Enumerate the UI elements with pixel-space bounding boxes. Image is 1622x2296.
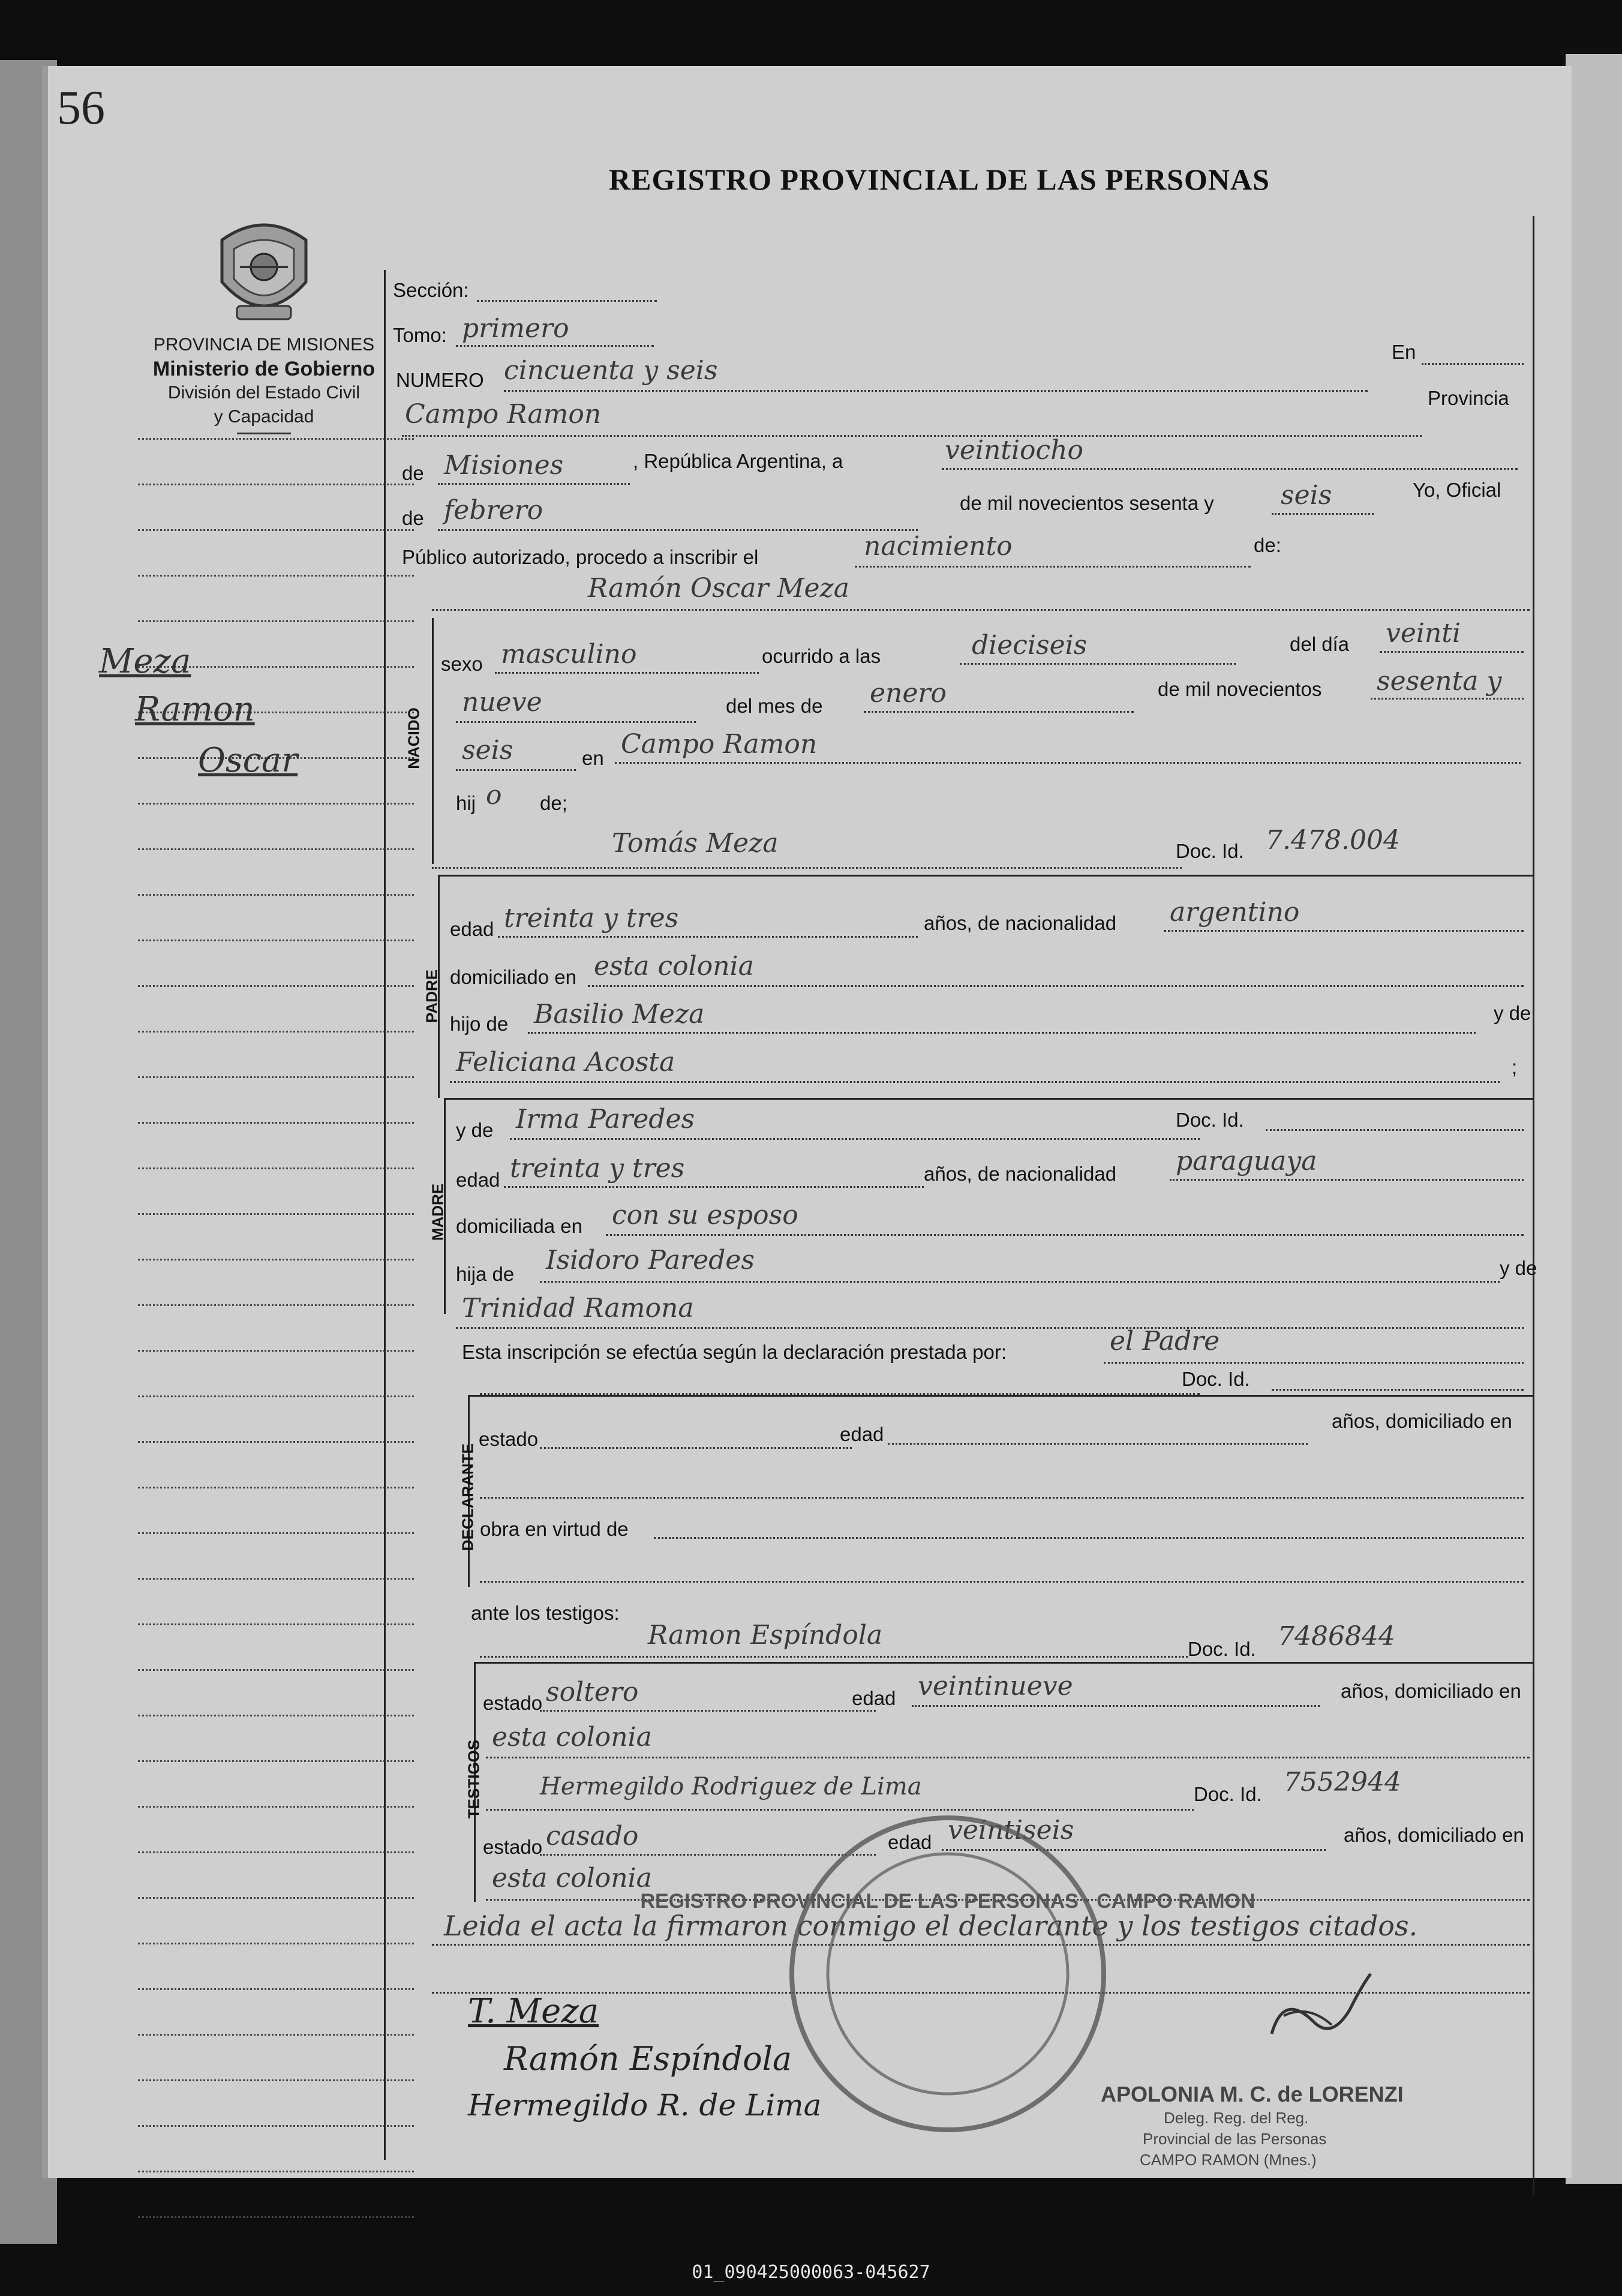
testigo2-dom-value: esta colonia <box>492 1863 652 1893</box>
margin-first-name: Ramon <box>135 690 255 729</box>
madre-father-value: Isidoro Paredes <box>546 1245 755 1275</box>
declarante-doc-label: Doc. Id. <box>1182 1368 1250 1390</box>
publico-label: Público autorizado, procedo a inscribir el <box>402 546 759 568</box>
declarante-obra-label: obra en virtud de <box>480 1518 629 1540</box>
nacido-section-label: NACIDO <box>404 707 423 769</box>
de-label: de <box>402 462 424 484</box>
ocurrido-label: ocurrido a las <box>762 645 881 667</box>
madre-top-rule <box>444 1098 1533 1100</box>
hij-label: hij <box>456 792 476 814</box>
testigo1-doc-label: Doc. Id. <box>1188 1638 1256 1660</box>
declarante-section-label: DECLARANTE <box>458 1443 477 1551</box>
anio-value: sesenta y <box>1377 666 1502 697</box>
padre-dom-field <box>588 985 1524 987</box>
madre-edad-value: treinta y tres <box>510 1153 685 1184</box>
issuer-ministry: Ministerio de Gobierno <box>152 358 376 380</box>
dia-value: veinti <box>1386 618 1461 649</box>
madre-y-de-label-2: y de <box>1500 1257 1537 1279</box>
margin-line <box>138 848 414 850</box>
padre-nac-field <box>1164 930 1524 932</box>
numero-label: NUMERO <box>396 369 484 391</box>
margin-line <box>138 1760 414 1762</box>
padre-dom-label: domiciliado en <box>450 966 576 988</box>
officer-stamp-title: Deleg. Reg. del Reg. <box>1164 2109 1309 2127</box>
margin-line <box>138 1304 414 1306</box>
lugar-value: Campo Ramon <box>621 729 818 760</box>
padre-y-de-label: y de <box>1494 1002 1531 1024</box>
testigo2-name: Hermegildo Rodriguez de Lima <box>540 1773 922 1800</box>
madre-nac-field <box>1170 1179 1524 1181</box>
day-value: veintiocho <box>945 435 1084 466</box>
nacido-name: Ramón Oscar Meza <box>588 573 849 604</box>
de-colon-label: de: <box>1254 534 1281 556</box>
margin-line <box>138 1806 414 1808</box>
margin-line <box>138 620 414 622</box>
month-field <box>438 529 918 531</box>
madre-dom-label: domiciliada en <box>456 1215 582 1237</box>
closing-text: Leida el acta la firmaron conmigo el declarante y los testigos citados. <box>444 1910 1418 1942</box>
madre-section-label: MADRE <box>428 1183 447 1241</box>
margin-line <box>138 438 414 440</box>
margin-line <box>138 1487 414 1488</box>
margin-line <box>138 1350 414 1352</box>
officer-signature-icon <box>1260 1968 1380 2052</box>
month-value: febrero <box>444 495 543 526</box>
tomo-value: primero <box>462 313 569 344</box>
margin-surname: Meza <box>99 642 191 681</box>
anio-value-cont: seis <box>462 735 513 766</box>
nacido-name-field <box>432 609 1530 611</box>
margin-line <box>138 2079 414 2081</box>
madre-doc-field <box>1266 1129 1524 1131</box>
del-mes-label: del mes de <box>726 695 823 717</box>
dia-field <box>1380 651 1524 653</box>
madre-nac-value: paraguaya <box>1176 1146 1317 1176</box>
declarante-estado-label: estado <box>479 1428 539 1450</box>
padre-name: Tomás Meza <box>612 828 779 859</box>
hora-field <box>960 663 1236 665</box>
issuer-capacity: y Capacidad <box>214 407 314 427</box>
madre-y-de-label: y de <box>456 1119 494 1141</box>
sexo-value: masculino <box>501 639 637 670</box>
year-field <box>1272 513 1374 515</box>
province-value: Misiones <box>444 450 564 481</box>
declarante-extra-field <box>480 1581 1524 1583</box>
signature-witness-1: Ramón Espíndola <box>504 2040 792 2078</box>
declarante-estado-field <box>540 1447 852 1449</box>
margin-line <box>138 1076 414 1078</box>
image-identifier: 01_090425000063-045627 <box>692 2262 930 2283</box>
officer-stamp-name: APOLONIA M. C. de LORENZI <box>1101 2082 1404 2106</box>
padre-edad-label: edad <box>450 918 494 940</box>
issuer-division: División del Estado Civil <box>167 383 361 403</box>
testigo1-anos-label: años, domiciliado en <box>1341 1680 1521 1702</box>
signature-witness-2: Hermegildo R. de Lima <box>468 2088 822 2123</box>
margin-line <box>138 1122 414 1124</box>
testigo1-edad-field <box>912 1705 1320 1707</box>
declaracion-field <box>1104 1362 1524 1364</box>
madre-name: Irma Paredes <box>516 1104 695 1135</box>
declarante-anos-label: años, domiciliado en <box>1332 1410 1512 1432</box>
margin-line <box>138 1031 414 1033</box>
padre-edad-value: treinta y tres <box>504 903 679 934</box>
madre-edad-field <box>504 1186 924 1188</box>
issuer-province: PROVINCIA DE MISIONES <box>153 335 375 355</box>
place-field <box>402 435 1422 437</box>
hij-de-label: de; <box>540 792 567 814</box>
officer-stamp-office: Provincial de las Personas <box>1143 2130 1327 2148</box>
padre-section-label: PADRE <box>422 969 441 1024</box>
form-left-rule <box>384 270 386 2160</box>
testigo1-name-field <box>480 1656 1188 1658</box>
margin-line <box>138 484 414 485</box>
facing-page-edge <box>1566 54 1622 2184</box>
mes-field <box>864 711 1134 713</box>
madre-father-field <box>540 1281 1500 1283</box>
margin-line <box>138 1578 414 1580</box>
oficial-label: Yo, Oficial <box>1413 479 1501 501</box>
margin-line <box>138 1213 414 1215</box>
testigos-top-rule <box>474 1662 1533 1664</box>
padre-top-rule <box>438 875 1533 877</box>
testigo1-name: Ramon Espíndola <box>648 1620 883 1650</box>
madre-mother-field <box>456 1327 1524 1329</box>
testigo2-doc-value: 7552944 <box>1284 1767 1401 1797</box>
hij-value: o <box>486 780 502 811</box>
margin-line <box>138 529 414 531</box>
del-dia-label: del día <box>1290 633 1350 655</box>
testigo1-doc-value: 7486844 <box>1278 1621 1395 1652</box>
testigo2-estado-value: casado <box>546 1821 639 1851</box>
registry-stamp-text: REGISTRO PROVINCIAL DE LAS PERSONAS · CAMPO RAMON <box>640 1890 1255 1913</box>
declarante-edad-field <box>888 1443 1308 1445</box>
padre-dom-value: esta colonia <box>594 951 754 982</box>
padre-name-field <box>432 867 1182 869</box>
padre-doc-label: Doc. Id. <box>1176 840 1244 862</box>
officer-stamp-place: CAMPO RAMON (Mnes.) <box>1140 2151 1317 2169</box>
margin-line <box>138 2125 414 2127</box>
padre-doc-value: 7.478.004 <box>1266 825 1400 856</box>
nacido-bracket <box>432 618 434 864</box>
register-page <box>42 66 1572 2178</box>
page-title: REGISTRO PROVINCIAL DE LAS PERSONAS <box>609 163 1270 196</box>
seccion-label: Sección: <box>393 279 469 301</box>
year-value: seis <box>1281 480 1332 511</box>
province-seal-icon <box>210 216 318 327</box>
padre-semicolon: ; <box>1512 1056 1518 1078</box>
numero-value: cincuenta y seis <box>504 355 718 386</box>
declarante-doc-field <box>1272 1389 1524 1391</box>
padre-edad-field <box>498 936 918 938</box>
declarante-obra-field <box>654 1537 1524 1539</box>
testigos-label: ante los testigos: <box>471 1602 620 1624</box>
declarante-top-rule <box>468 1395 1533 1397</box>
form-right-rule <box>1533 216 1534 2196</box>
padre-father-value: Basilio Meza <box>534 999 705 1030</box>
testigos-section-label: TESTIGOS <box>464 1739 483 1819</box>
lugar-field <box>615 762 1521 764</box>
tomo-field <box>456 345 654 347</box>
margin-line <box>138 2171 414 2172</box>
hora-value: dieciseis <box>972 630 1088 661</box>
anio-cont-field <box>456 769 576 771</box>
margin-line <box>138 2034 414 2036</box>
madre-mother-value: Trinidad Ramona <box>462 1293 694 1323</box>
testigo1-dom-field <box>486 1757 1530 1758</box>
sexo-field <box>495 672 759 674</box>
declaracion-label: Esta inscripción se efectúa según la declaración prestada por: <box>462 1341 1007 1363</box>
margin-line <box>138 1259 414 1260</box>
margin-line <box>138 1897 414 1899</box>
declarante-dom-field <box>480 1497 1524 1499</box>
testigo2-edad-label: edad <box>888 1831 932 1853</box>
margin-line <box>138 1715 414 1716</box>
issuer-block <box>114 333 414 438</box>
margin-line <box>138 1851 414 1853</box>
margin-line <box>138 1441 414 1443</box>
page-number: 56 <box>57 82 105 134</box>
margin-line <box>138 1395 414 1397</box>
padre-father-field <box>528 1032 1476 1034</box>
madre-doc-label: Doc. Id. <box>1176 1109 1244 1131</box>
margin-line <box>138 575 414 577</box>
madre-dom-field <box>606 1234 1524 1236</box>
testigo1-estado-value: soltero <box>546 1677 639 1707</box>
mil-label: de mil novecientos sesenta y <box>960 492 1214 514</box>
sexo-label: sexo <box>441 653 483 675</box>
padre-mother-value: Feliciana Acosta <box>456 1047 675 1078</box>
testigo1-edad-value: veintinueve <box>918 1671 1073 1701</box>
republica-label: , República Argentina, a <box>633 450 843 472</box>
margin-line <box>138 2216 414 2218</box>
signature-father: T. Meza <box>468 1992 599 2031</box>
padre-nac-value: argentino <box>1170 897 1300 928</box>
margin-line <box>138 1167 414 1169</box>
testigo2-estado-label: estado <box>483 1836 543 1858</box>
madre-hija-label: hija de <box>456 1263 515 1285</box>
act-field <box>855 566 1251 568</box>
margin-line <box>138 940 414 941</box>
margin-line <box>138 894 414 896</box>
margin-line <box>138 803 414 805</box>
mes-value: enero <box>870 678 947 709</box>
madre-name-field <box>510 1138 1200 1140</box>
place-value: Campo Ramon <box>405 399 602 430</box>
en-label: En <box>1392 341 1416 363</box>
anio-field <box>1371 698 1524 700</box>
padre-mother-field <box>450 1081 1500 1083</box>
testigo1-edad-label: edad <box>852 1687 896 1709</box>
testigo1-estado-field <box>540 1710 876 1712</box>
madre-edad-label: edad <box>456 1169 500 1191</box>
divider <box>237 433 291 434</box>
declarante-edad-label: edad <box>840 1423 884 1445</box>
margin-line <box>138 1943 414 1944</box>
testigo1-estado-label: estado <box>483 1692 543 1714</box>
en-lugar-label: en <box>582 747 604 769</box>
padre-hijo-label: hijo de <box>450 1013 509 1035</box>
dia-cont-field <box>456 721 696 723</box>
testigo2-doc-label: Doc. Id. <box>1194 1783 1262 1805</box>
en-field <box>1422 363 1524 365</box>
margin-second-name: Oscar <box>198 741 298 780</box>
padre-nac-label: años, de nacionalidad <box>924 912 1117 934</box>
tomo-label: Tomo: <box>393 324 447 346</box>
act-value: nacimiento <box>864 531 1013 562</box>
testigo2-edad-value: veintiseis <box>948 1815 1074 1845</box>
seccion-field <box>477 300 657 302</box>
margin-line <box>138 1532 414 1534</box>
mil-novecientos-label: de mil novecientos <box>1158 678 1322 700</box>
provincia-label: Provincia <box>1428 387 1509 409</box>
day-field <box>942 468 1518 470</box>
testigo2-anos-label: años, domiciliado en <box>1344 1824 1524 1846</box>
margin-line <box>138 1623 414 1625</box>
margin-line <box>138 985 414 987</box>
numero-field <box>504 390 1368 392</box>
dia-value-cont: nueve <box>462 687 542 718</box>
de-label-2: de <box>402 507 424 529</box>
declaracion-value: el Padre <box>1110 1326 1220 1356</box>
margin-line <box>138 1669 414 1671</box>
madre-nac-label: años, de nacionalidad <box>924 1163 1117 1185</box>
province-field <box>438 483 630 485</box>
margin-line <box>138 1988 414 1990</box>
testigo1-dom-value: esta colonia <box>492 1722 652 1752</box>
madre-dom-value: con su esposo <box>612 1200 798 1230</box>
